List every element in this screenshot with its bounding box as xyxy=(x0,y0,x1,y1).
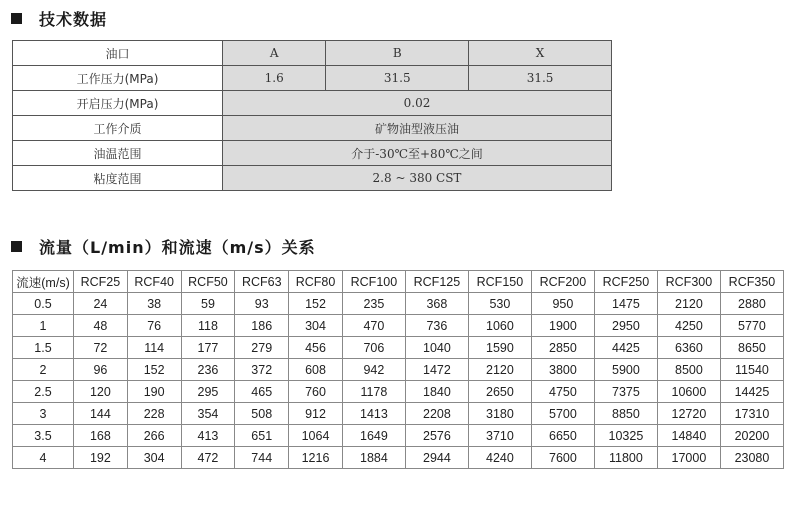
table-cell: 3180 xyxy=(468,403,531,425)
table-cell: 152 xyxy=(127,359,181,381)
table-cell: 465 xyxy=(235,381,289,403)
table-cell: 736 xyxy=(405,315,468,337)
table-row xyxy=(13,315,784,337)
table-row xyxy=(13,66,612,91)
table-cell: 6650 xyxy=(531,425,594,447)
table-cell: 3800 xyxy=(531,359,594,381)
table-cell: 72 xyxy=(74,337,128,359)
table-cell: 10600 xyxy=(657,381,720,403)
table-cell: 168 xyxy=(74,425,128,447)
row-label: 0.5 xyxy=(13,293,74,315)
table-cell: 0.02 xyxy=(223,91,612,116)
table-cell: 14840 xyxy=(657,425,720,447)
row-label: 3 xyxy=(13,403,74,425)
table-row xyxy=(13,447,784,469)
table-cell: 4425 xyxy=(594,337,657,359)
table-row xyxy=(13,116,612,141)
column-header: RCF300 xyxy=(657,271,720,293)
table-cell: 17310 xyxy=(720,403,783,425)
table-cell: 118 xyxy=(181,315,235,337)
table-cell: 530 xyxy=(468,293,531,315)
row-label: 4 xyxy=(13,447,74,469)
table-cell: 14425 xyxy=(720,381,783,403)
row-label: 工作介质 xyxy=(13,116,223,141)
table-cell: 3710 xyxy=(468,425,531,447)
table-cell: 2944 xyxy=(405,447,468,469)
section-heading-tech-data xyxy=(11,7,107,30)
table-row xyxy=(13,359,784,381)
table-cell: 120 xyxy=(74,381,128,403)
table-cell: 279 xyxy=(235,337,289,359)
table-cell: 651 xyxy=(235,425,289,447)
table-cell: 1649 xyxy=(342,425,405,447)
table-cell: 2208 xyxy=(405,403,468,425)
table-cell: 236 xyxy=(181,359,235,381)
table-cell: 93 xyxy=(235,293,289,315)
table-cell: 295 xyxy=(181,381,235,403)
table-cell: 304 xyxy=(289,315,343,337)
table-row xyxy=(13,293,784,315)
table-cell: 8650 xyxy=(720,337,783,359)
table-cell: 2950 xyxy=(594,315,657,337)
column-header: RCF250 xyxy=(594,271,657,293)
table-cell: 744 xyxy=(235,447,289,469)
table-cell: 1064 xyxy=(289,425,343,447)
table-row xyxy=(13,425,784,447)
table-cell: 2120 xyxy=(468,359,531,381)
table-cell: 17000 xyxy=(657,447,720,469)
table-cell: 2850 xyxy=(531,337,594,359)
table-cell: 1.6 xyxy=(223,66,326,91)
table-cell: 1840 xyxy=(405,381,468,403)
column-header: RCF200 xyxy=(531,271,594,293)
table-cell: 1884 xyxy=(342,447,405,469)
table-cell: 266 xyxy=(127,425,181,447)
table-row xyxy=(13,41,612,66)
table-header-row xyxy=(13,271,784,293)
row-label: 2.5 xyxy=(13,381,74,403)
table-cell: 190 xyxy=(127,381,181,403)
table-cell: 470 xyxy=(342,315,405,337)
table-row xyxy=(13,337,784,359)
table-cell: 12720 xyxy=(657,403,720,425)
table-cell: 472 xyxy=(181,447,235,469)
row-label: 2 xyxy=(13,359,74,381)
table-cell: 38 xyxy=(127,293,181,315)
table-cell: 2650 xyxy=(468,381,531,403)
table-cell: 114 xyxy=(127,337,181,359)
table-cell: 192 xyxy=(74,447,128,469)
table-cell: 304 xyxy=(127,447,181,469)
table-cell: 1472 xyxy=(405,359,468,381)
table-cell: 5770 xyxy=(720,315,783,337)
table-cell: 706 xyxy=(342,337,405,359)
column-header: RCF125 xyxy=(405,271,468,293)
table-cell: 10325 xyxy=(594,425,657,447)
table-cell: 4250 xyxy=(657,315,720,337)
column-header: RCF40 xyxy=(127,271,181,293)
row-label: 1 xyxy=(13,315,74,337)
table-cell: 24 xyxy=(74,293,128,315)
table-cell: 31.5 xyxy=(469,66,612,91)
flow-velocity-table xyxy=(12,270,784,469)
table-cell: 2.8 ~ 380 CST xyxy=(223,166,612,191)
table-cell: 608 xyxy=(289,359,343,381)
table-cell: 59 xyxy=(181,293,235,315)
table-cell: 508 xyxy=(235,403,289,425)
table-cell: 1900 xyxy=(531,315,594,337)
section-title: 流量（L/min）和流速（m/s）关系 xyxy=(39,238,316,257)
table-cell: 6360 xyxy=(657,337,720,359)
table-cell: 8500 xyxy=(657,359,720,381)
table-cell: X xyxy=(469,41,612,66)
table-cell: 介于-30℃至+80℃之间 xyxy=(223,141,612,166)
table-cell: 1475 xyxy=(594,293,657,315)
table-cell: 1413 xyxy=(342,403,405,425)
row-label: 粘度范围 xyxy=(13,166,223,191)
table-cell: 20200 xyxy=(720,425,783,447)
section-title: 技术数据 xyxy=(39,10,108,29)
table-cell: 456 xyxy=(289,337,343,359)
table-cell: 354 xyxy=(181,403,235,425)
table-cell: 96 xyxy=(74,359,128,381)
table-cell: 4750 xyxy=(531,381,594,403)
row-label: 1.5 xyxy=(13,337,74,359)
table-cell: 31.5 xyxy=(326,66,469,91)
table-cell: 8850 xyxy=(594,403,657,425)
table-cell: 5900 xyxy=(594,359,657,381)
column-header: RCF150 xyxy=(468,271,531,293)
row-label: 3.5 xyxy=(13,425,74,447)
table-cell: 7375 xyxy=(594,381,657,403)
table-cell: 2880 xyxy=(720,293,783,315)
table-cell: 1060 xyxy=(468,315,531,337)
column-header: RCF350 xyxy=(720,271,783,293)
table-row xyxy=(13,381,784,403)
column-header: RCF25 xyxy=(74,271,128,293)
table-cell: 23080 xyxy=(720,447,783,469)
square-bullet-icon xyxy=(11,13,22,24)
table-cell: 2120 xyxy=(657,293,720,315)
table-cell: 48 xyxy=(74,315,128,337)
row-label: 工作压力(MPa) xyxy=(13,66,223,91)
table-cell: 177 xyxy=(181,337,235,359)
table-cell: 235 xyxy=(342,293,405,315)
table-cell: 1216 xyxy=(289,447,343,469)
column-header: RCF50 xyxy=(181,271,235,293)
table-row xyxy=(13,403,784,425)
table-cell: 942 xyxy=(342,359,405,381)
column-header: RCF100 xyxy=(342,271,405,293)
tech-data-table xyxy=(12,40,612,191)
table-cell: 760 xyxy=(289,381,343,403)
square-bullet-icon xyxy=(11,241,22,252)
table-cell: 5700 xyxy=(531,403,594,425)
table-cell: 413 xyxy=(181,425,235,447)
table-cell: 912 xyxy=(289,403,343,425)
table-row xyxy=(13,141,612,166)
table-cell: 1178 xyxy=(342,381,405,403)
table-cell: 144 xyxy=(74,403,128,425)
row-label: 油温范围 xyxy=(13,141,223,166)
table-cell: 152 xyxy=(289,293,343,315)
table-cell: 1040 xyxy=(405,337,468,359)
column-header: 流速(m/s) xyxy=(13,271,74,293)
table-cell: 矿物油型液压油 xyxy=(223,116,612,141)
table-cell: 186 xyxy=(235,315,289,337)
table-cell: 228 xyxy=(127,403,181,425)
row-label: 开启压力(MPa) xyxy=(13,91,223,116)
table-cell: 950 xyxy=(531,293,594,315)
table-cell: 11540 xyxy=(720,359,783,381)
table-row xyxy=(13,166,612,191)
table-cell: 368 xyxy=(405,293,468,315)
table-cell: 11800 xyxy=(594,447,657,469)
table-row xyxy=(13,91,612,116)
table-cell: 2576 xyxy=(405,425,468,447)
column-header: RCF80 xyxy=(289,271,343,293)
table-cell: 76 xyxy=(127,315,181,337)
table-cell: 7600 xyxy=(531,447,594,469)
table-cell: B xyxy=(326,41,469,66)
table-cell: 1590 xyxy=(468,337,531,359)
section-heading-flow xyxy=(11,235,316,258)
row-label: 油口 xyxy=(13,41,223,66)
table-cell: A xyxy=(223,41,326,66)
column-header: RCF63 xyxy=(235,271,289,293)
table-cell: 4240 xyxy=(468,447,531,469)
table-cell: 372 xyxy=(235,359,289,381)
